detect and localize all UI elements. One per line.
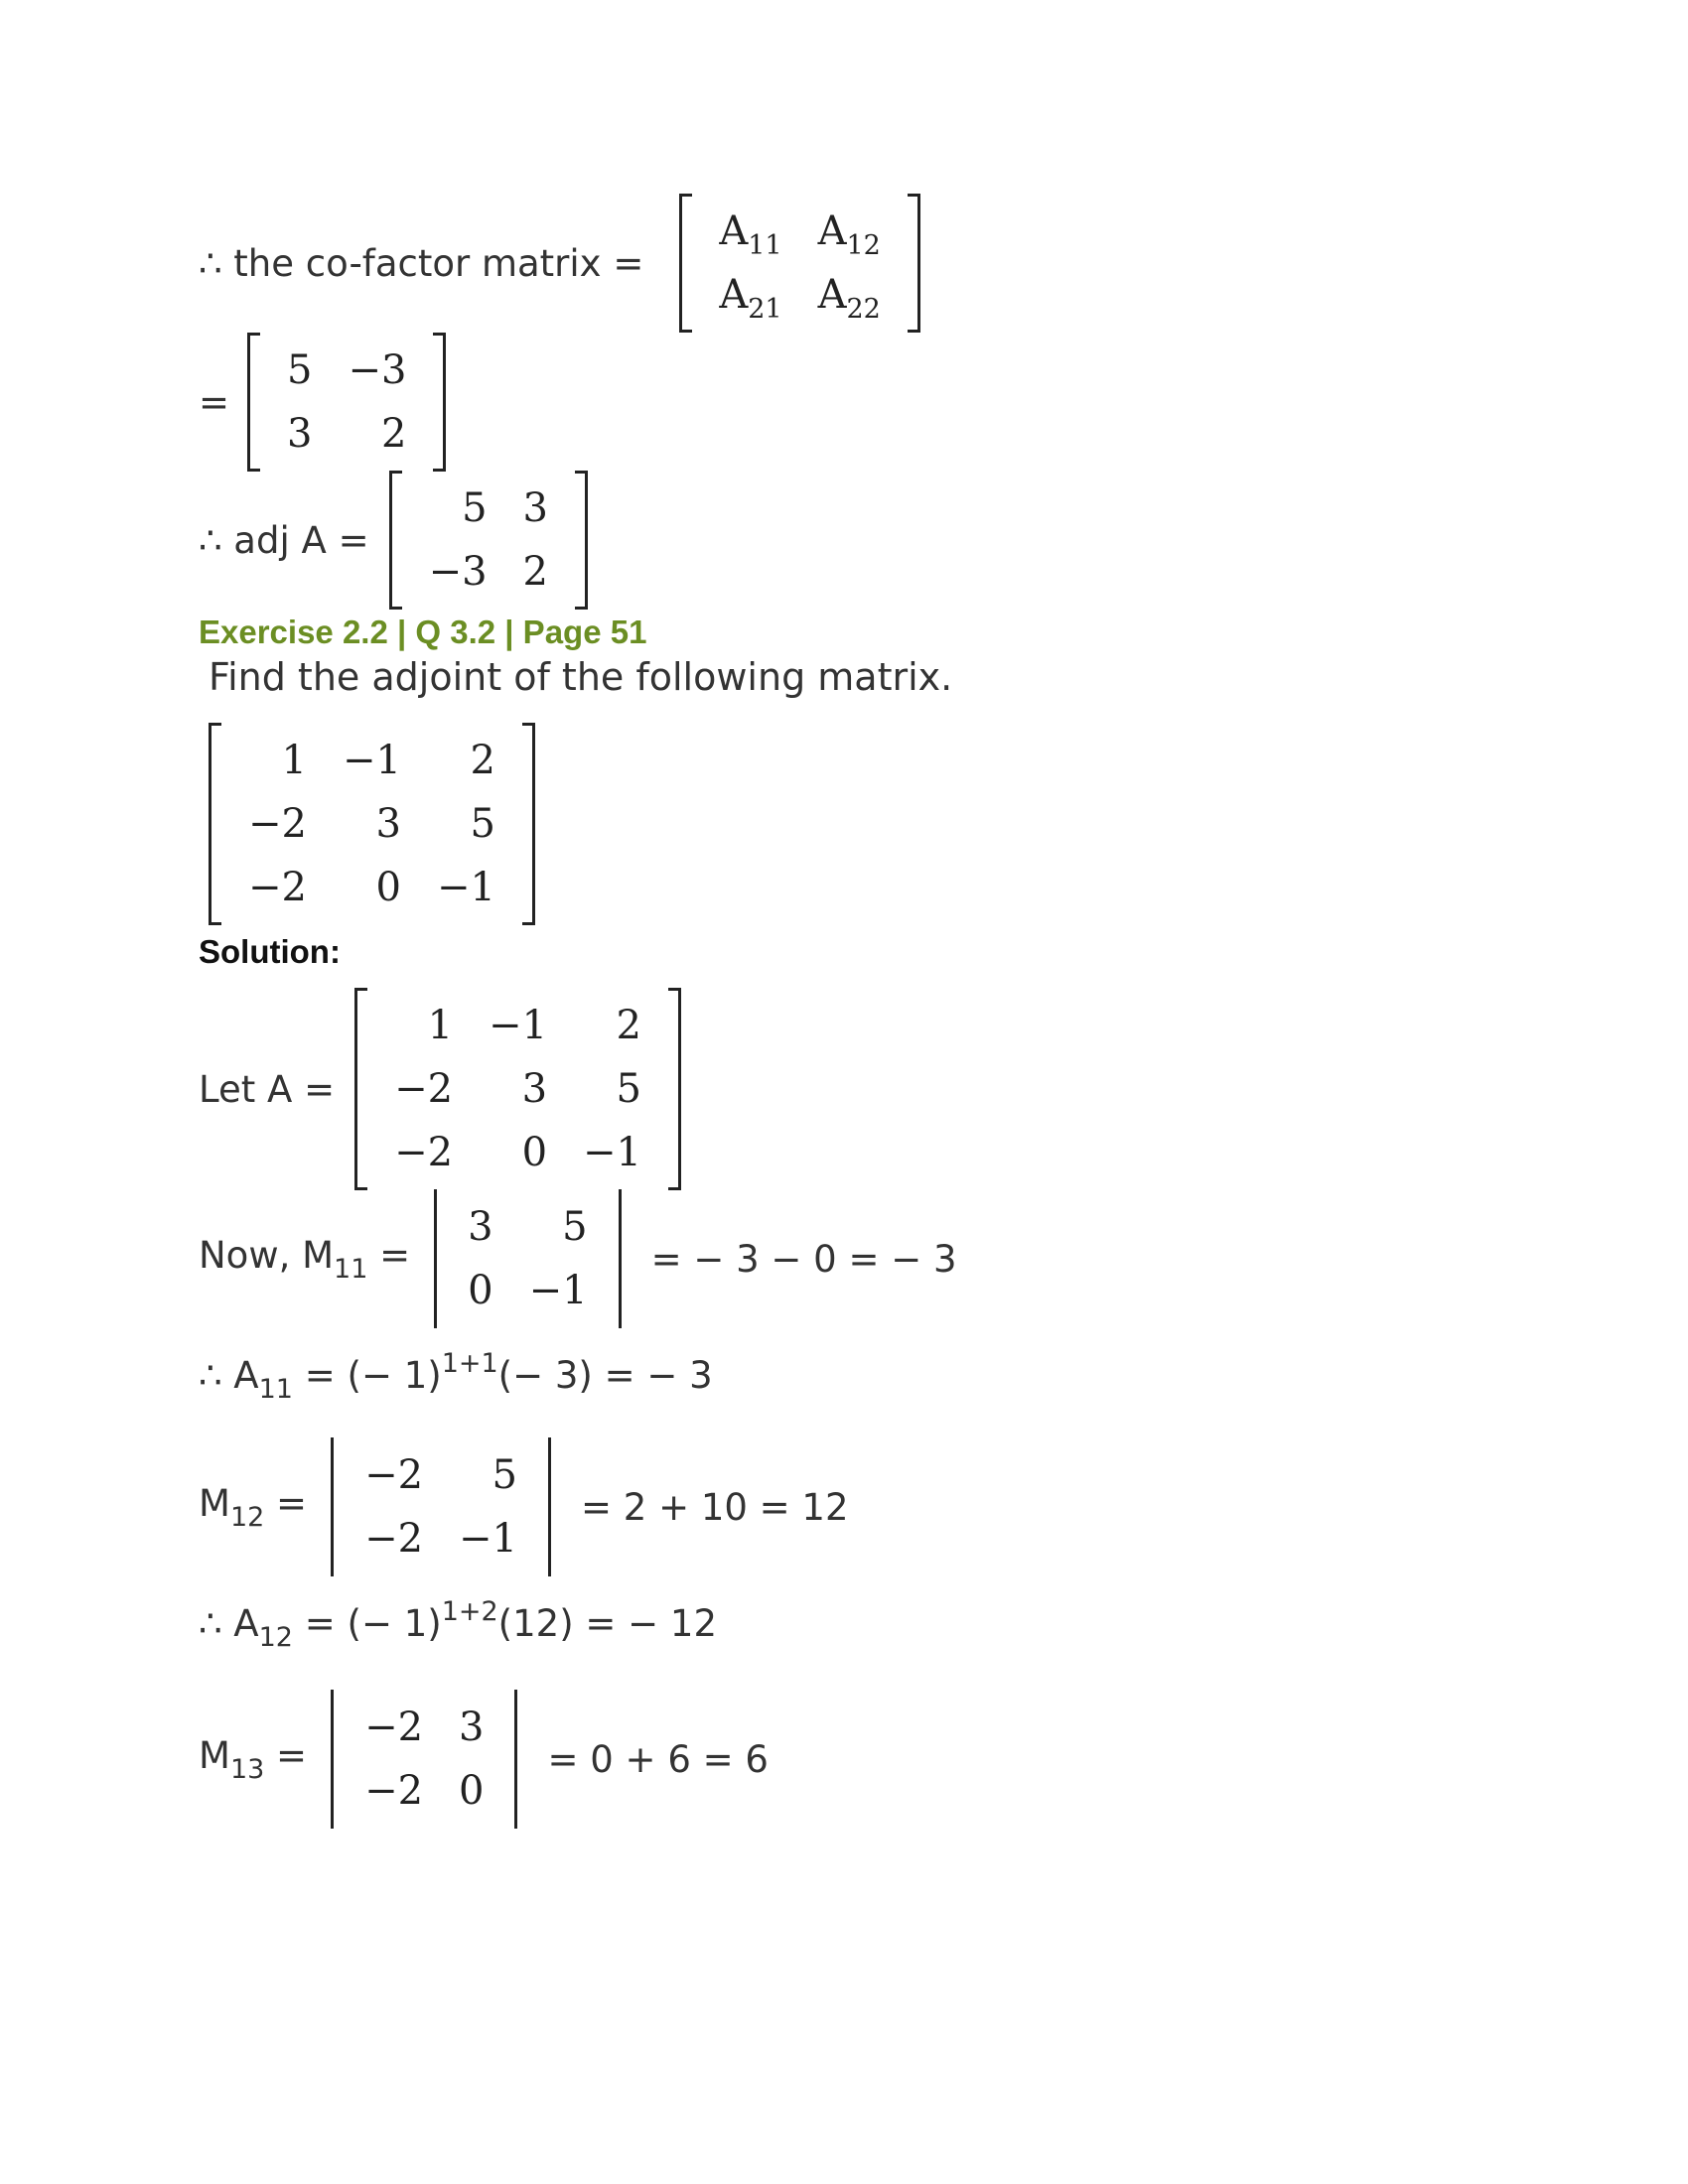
matrix-cell: 5 bbox=[462, 485, 488, 531]
matrix-cell: 3 bbox=[287, 411, 313, 457]
matrix-cell: −1 bbox=[528, 1268, 588, 1313]
cofactor-symbolic-matrix bbox=[679, 194, 920, 333]
m11-row bbox=[199, 1189, 957, 1328]
matrix-cell: 1 bbox=[281, 738, 307, 783]
matrix-cell: −3 bbox=[428, 549, 488, 595]
matrix-cell: 5 bbox=[492, 1452, 517, 1498]
exercise-heading: Exercise 2.2 | Q 3.2 | Page 51 bbox=[199, 614, 647, 650]
matrix-cell: −1 bbox=[436, 865, 495, 910]
m13-determinant bbox=[325, 1690, 523, 1829]
matrix-cell: −1 bbox=[342, 738, 401, 783]
let-a-matrix bbox=[354, 988, 681, 1190]
question-matrix-row bbox=[209, 723, 535, 925]
right-bracket bbox=[433, 333, 446, 472]
equals-sign: = bbox=[199, 380, 230, 424]
matrix-cell: $A_{21}$ bbox=[719, 272, 782, 325]
question-text: Find the adjoint of the following matrix. bbox=[209, 655, 953, 699]
left-bracket bbox=[247, 333, 260, 472]
matrix-cell: 0 bbox=[521, 1130, 548, 1175]
matrix-cell: 3 bbox=[375, 801, 401, 847]
let-a-row bbox=[199, 988, 691, 1190]
matrix-cell: −2 bbox=[248, 865, 307, 910]
right-bracket bbox=[668, 988, 681, 1190]
matrix-cell: 3 bbox=[468, 1204, 493, 1250]
matrix-cell: −1 bbox=[459, 1516, 517, 1562]
left-bar bbox=[331, 1437, 334, 1576]
matrix-cell: −2 bbox=[394, 1066, 454, 1112]
matrix-cell: $A_{11}$ bbox=[719, 208, 782, 261]
matrix-cell: 2 bbox=[380, 411, 407, 457]
right-bar bbox=[514, 1690, 517, 1829]
matrix-cell: $A_{22}$ bbox=[817, 272, 881, 325]
matrix-cell: 2 bbox=[616, 1003, 641, 1048]
adj-label: ∴ adj A = bbox=[199, 518, 369, 562]
m12-determinant bbox=[325, 1437, 557, 1576]
m11-result: = − 3 − 0 = − 3 bbox=[650, 1237, 957, 1281]
matrix-cell: −2 bbox=[364, 1768, 424, 1814]
a11-line: ∴ $A_{11}$ = (− 1)$^{1+1}$(− 3) = − 3 bbox=[199, 1348, 713, 1405]
matrix-cell: 3 bbox=[522, 485, 548, 531]
matrix-cell: 0 bbox=[459, 1768, 485, 1814]
matrix-cell: 2 bbox=[470, 738, 495, 783]
left-bracket bbox=[209, 723, 221, 925]
question-matrix bbox=[209, 723, 535, 925]
matrix-cell: −2 bbox=[248, 801, 307, 847]
m11-label: Now, $M_{11}$ = bbox=[199, 1233, 411, 1285]
matrix-cell: 5 bbox=[470, 801, 495, 847]
cofactor-numeric-row bbox=[199, 333, 456, 472]
m12-row bbox=[199, 1437, 849, 1576]
right-bracket bbox=[575, 471, 588, 610]
m13-result: = 0 + 6 = 6 bbox=[547, 1737, 769, 1781]
m12-result: = 2 + 10 = 12 bbox=[581, 1485, 849, 1529]
right-bar bbox=[548, 1437, 551, 1576]
cofactor-numeric-matrix bbox=[247, 333, 446, 472]
m13-label: $M_{13}$ = bbox=[199, 1733, 308, 1785]
left-bracket bbox=[389, 471, 402, 610]
a12-line: ∴ $A_{12}$ = (− 1)$^{1+2}$(12) = − 12 bbox=[199, 1596, 717, 1653]
matrix-cell: 1 bbox=[427, 1003, 454, 1048]
adj-row bbox=[199, 471, 598, 610]
right-bracket bbox=[908, 194, 920, 333]
let-a-label: Let A = bbox=[199, 1067, 336, 1111]
matrix-cell: −2 bbox=[394, 1130, 454, 1175]
matrix-cell: −2 bbox=[364, 1516, 424, 1562]
left-bar bbox=[434, 1189, 437, 1328]
left-bracket bbox=[679, 194, 692, 333]
matrix-cell: 3 bbox=[459, 1705, 485, 1750]
right-bar bbox=[619, 1189, 622, 1328]
matrix-cell: 0 bbox=[375, 865, 401, 910]
matrix-cell: 5 bbox=[287, 347, 313, 393]
matrix-cell: −1 bbox=[489, 1003, 548, 1048]
cofactor-row bbox=[199, 194, 930, 333]
matrix-cell: −3 bbox=[348, 347, 407, 393]
m11-determinant bbox=[428, 1189, 627, 1328]
m12-label: $M_{12}$ = bbox=[199, 1481, 308, 1533]
matrix-cell: 5 bbox=[562, 1204, 588, 1250]
solution-label: Solution: bbox=[199, 933, 341, 970]
a12-row bbox=[199, 1596, 717, 1653]
matrix-cell: 3 bbox=[521, 1066, 548, 1112]
adj-matrix bbox=[389, 471, 588, 610]
right-bracket bbox=[522, 723, 535, 925]
matrix-cell: −1 bbox=[583, 1130, 641, 1175]
matrix-cell: 5 bbox=[616, 1066, 641, 1112]
matrix-cell: −2 bbox=[364, 1705, 424, 1750]
left-bracket bbox=[354, 988, 367, 1190]
a11-row bbox=[199, 1348, 713, 1405]
m13-row bbox=[199, 1690, 769, 1829]
matrix-cell: $A_{12}$ bbox=[817, 208, 881, 261]
cofactor-label: ∴ the co-factor matrix = bbox=[199, 241, 644, 285]
left-bar bbox=[331, 1690, 334, 1829]
matrix-cell: 0 bbox=[468, 1268, 493, 1313]
matrix-cell: −2 bbox=[364, 1452, 424, 1498]
matrix-cell: 2 bbox=[522, 549, 548, 595]
